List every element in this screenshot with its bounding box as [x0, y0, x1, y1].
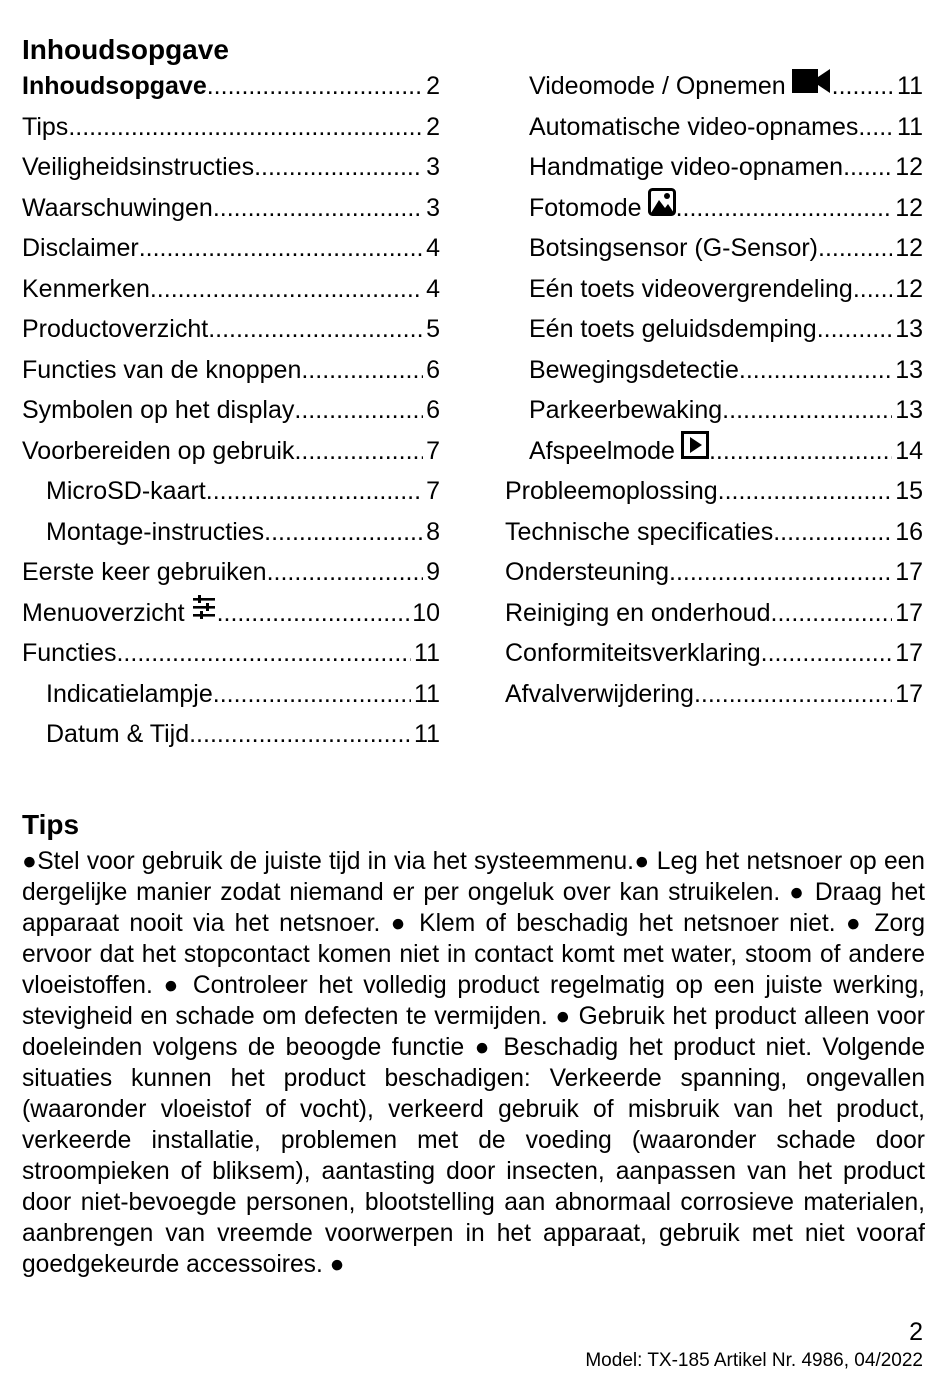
- toc-entry[interactable]: [505, 188, 923, 229]
- toc-entry[interactable]: [505, 107, 923, 148]
- photo-icon: [648, 188, 676, 228]
- dot-leader: [771, 593, 893, 633]
- toc-entry-page: 16: [895, 517, 923, 546]
- toc-entry-page: 12: [895, 193, 923, 222]
- toc-entry-label: Functies van de knoppen: [22, 355, 302, 384]
- toc-entry-page: 12: [895, 234, 923, 262]
- toc-entry[interactable]: [505, 431, 923, 472]
- toc-entry-label: Indicatielampje: [46, 679, 213, 708]
- dot-leader: [206, 471, 423, 511]
- dot-leader: [217, 593, 410, 633]
- toc-entry-page: 12: [895, 153, 923, 181]
- dot-leader: [773, 512, 892, 552]
- toc-entry[interactable]: [505, 390, 923, 431]
- toc-entry-page: 11: [414, 639, 440, 667]
- page-number: 2: [909, 1318, 923, 1346]
- toc-entry-page: 11: [897, 72, 923, 100]
- toc-entry-page: 15: [895, 477, 923, 505]
- toc-entry[interactable]: [505, 309, 923, 350]
- toc-entry-page: 6: [426, 355, 440, 384]
- toc-entry-page: 8: [426, 517, 440, 546]
- toc-entry-label: Productoverzicht: [22, 315, 209, 343]
- toc-entry[interactable]: [22, 309, 440, 350]
- dot-leader: [254, 147, 423, 187]
- menu-icon: [191, 593, 217, 633]
- toc-entry[interactable]: [505, 471, 923, 512]
- toc-entry[interactable]: [22, 107, 440, 148]
- dot-leader: [718, 471, 893, 511]
- toc-entry-page: 7: [426, 477, 440, 505]
- toc-entry-label: Eerste keer gebruiken: [22, 558, 267, 586]
- toc-entry[interactable]: [505, 633, 923, 674]
- toc-entry-label: Veiligheidsinstructies: [22, 153, 255, 181]
- toc-entry[interactable]: [22, 390, 440, 431]
- toc-entry-label: Reiniging en onderhoud: [505, 598, 771, 627]
- toc-entry-label: Videomode / Opnemen: [529, 72, 786, 100]
- toc-entry[interactable]: [505, 147, 923, 188]
- toc-entry-page: 2: [426, 72, 440, 100]
- dot-leader: [264, 512, 423, 552]
- toc-entry-page: 3: [426, 153, 440, 181]
- toc-entry-label: Tips: [22, 112, 69, 141]
- tips-body: ●Stel voor gebruik de juiste tijd in via het systeemmenu.● Leg het netsnoer op een dergelijke manier zodat niemand er per ongeluk over kan struikelen. ● Draag het apparaat nooit via het netsnoer. ● Klem of beschadig het netsnoer niet. ● Zorg ervoor dat het stopcontact komen niet in contact komt met water, stoom of andere vloeistoffen. ● Controleer het volledig product regelmatig op een juiste werking, stevigheid en schade om defecten te vermijden. ● Gebruik het product alleen voor doeleinden volgens de beoogde functie ● Beschadig het product niet. Volgende situaties kunnen het product beschadigen: Verkeerde spanning, ongevallen (waaronder vloeistof of vocht), verkeerd gebruik of misbruik van het product, verkeerde installatie, problemen met de voeding (waaronder schade door stroompieken of bliksem), aantasting door insecten, aanpassen van het product door niet-bevoegde personen, blootstelling aan abnormaal corrosieve materialen, aanbrengen van vreemde voorwerpen in het apparaat, gebruik met niet vooraf goedgekeurde accessoires. ●: [22, 848, 925, 1278]
- toc-entry[interactable]: [505, 269, 923, 310]
- toc-entry[interactable]: [22, 512, 440, 553]
- dot-leader: [267, 552, 424, 592]
- toc-entry[interactable]: [22, 228, 440, 269]
- toc-entry-label: Handmatige video-opnamen: [529, 153, 844, 181]
- toc-entry-page: 7: [426, 436, 440, 465]
- toc-entry-label: Symbolen op het display: [22, 396, 295, 424]
- dot-leader: [208, 309, 423, 349]
- toc-entry-page: 2: [426, 112, 440, 141]
- toc-entry-page: 12: [895, 274, 923, 303]
- toc-entry-label: Parkeerbewaking: [529, 396, 723, 424]
- dot-leader: [301, 350, 423, 390]
- toc-entry[interactable]: [505, 593, 923, 634]
- toc-entry[interactable]: [22, 431, 440, 472]
- toc-entry-label: Bewegingsdetectie: [529, 355, 739, 384]
- dot-leader: [68, 107, 423, 147]
- dot-leader: [832, 66, 894, 106]
- toc-entry[interactable]: [22, 350, 440, 391]
- toc-entry[interactable]: [22, 593, 440, 634]
- dot-leader: [722, 390, 892, 430]
- toc-entry[interactable]: [505, 674, 923, 715]
- dot-leader: [853, 269, 892, 309]
- toc-entry[interactable]: [22, 633, 440, 674]
- toc-entry-page: 13: [895, 315, 923, 343]
- dot-leader: [739, 350, 892, 390]
- toc-entry-page: 5: [426, 315, 440, 343]
- toc-entry[interactable]: [505, 552, 923, 593]
- toc-entry-label: Datum & Tijd: [46, 720, 190, 748]
- dot-leader: [818, 228, 892, 268]
- toc-entry[interactable]: [22, 471, 440, 512]
- toc-entry-label: Montage-instructies: [46, 517, 265, 546]
- toc-entry[interactable]: [505, 228, 923, 269]
- video-camera-icon: [792, 66, 832, 106]
- toc-entry-page: 4: [426, 234, 440, 262]
- dot-leader: [116, 633, 411, 673]
- toc-entry[interactable]: [22, 147, 440, 188]
- toc-entry-page: 3: [426, 193, 440, 222]
- toc-entry[interactable]: [22, 714, 440, 755]
- toc-entry[interactable]: [505, 512, 923, 553]
- toc-entry-page: 13: [895, 396, 923, 424]
- toc-entry[interactable]: [505, 66, 923, 107]
- toc-entry[interactable]: [505, 350, 923, 391]
- toc-entry-page: 6: [426, 396, 440, 424]
- dot-leader: [843, 147, 892, 187]
- toc-entry-label: Inhoudsopgave: [22, 72, 207, 100]
- toc-entry-label: Technische specificaties: [505, 517, 774, 546]
- dot-leader: [817, 309, 892, 349]
- dot-leader: [761, 633, 893, 673]
- dot-leader: [294, 390, 423, 430]
- dot-leader: [207, 66, 423, 106]
- toc-entry-label: Fotomode: [529, 193, 642, 222]
- toc-entry-page: 11: [897, 112, 923, 141]
- toc-entry-label: Waarschuwingen: [22, 193, 213, 222]
- tips-heading: Tips: [22, 809, 80, 840]
- toc-entry-page: 10: [412, 598, 440, 627]
- dot-leader: [676, 188, 893, 228]
- toc-entry-page: 11: [414, 679, 440, 708]
- toc-entry-label: Disclaimer: [22, 234, 139, 262]
- toc-entry-page: 17: [895, 679, 923, 708]
- toc-entry-page: 11: [414, 720, 440, 748]
- toc-heading: Inhoudsopgave: [22, 34, 229, 65]
- toc-entry-page: 13: [895, 355, 923, 384]
- toc-entry-label: Functies: [22, 639, 117, 667]
- toc-entry[interactable]: [22, 674, 440, 715]
- play-icon: [681, 431, 709, 471]
- toc-entry-label: MicroSD-kaart: [46, 477, 206, 505]
- toc-entry[interactable]: [22, 188, 440, 229]
- toc-entry[interactable]: [22, 269, 440, 310]
- footer-model: Model: TX-185 Artikel Nr. 4986, 04/2022: [585, 1350, 923, 1371]
- dot-leader: [709, 431, 892, 471]
- toc-entry-label: Ondersteuning: [505, 558, 670, 586]
- dot-leader: [858, 107, 894, 147]
- toc-entry-page: 14: [895, 436, 923, 465]
- toc-entry-label: Eén toets geluidsdemping: [529, 315, 817, 343]
- dot-leader: [150, 269, 423, 309]
- toc-entry-label: Botsingsensor (G-Sensor): [529, 234, 819, 262]
- toc-entry-page: 4: [426, 274, 440, 303]
- dot-leader: [294, 431, 423, 471]
- toc-entry-label: Eén toets videovergrendeling: [529, 274, 853, 303]
- toc-entry-label: Kenmerken: [22, 274, 150, 303]
- toc-entry-label: Afspeelmode: [529, 436, 675, 465]
- dot-leader: [139, 228, 423, 268]
- toc-entry-page: 17: [895, 639, 923, 667]
- dot-leader: [669, 552, 892, 592]
- dot-leader: [694, 674, 892, 714]
- toc-entry[interactable]: [22, 552, 440, 593]
- toc-entry-label: Voorbereiden op gebruik: [22, 436, 295, 465]
- toc-left-column: [22, 66, 440, 755]
- toc-right-column: [505, 66, 923, 714]
- dot-leader: [213, 188, 423, 228]
- toc-entry-label: Afvalverwijdering: [505, 679, 694, 708]
- toc-entry[interactable]: [22, 66, 440, 107]
- dot-leader: [213, 674, 411, 714]
- toc-entry-label: Conformiteitsverklaring: [505, 639, 761, 667]
- dot-leader: [189, 714, 411, 754]
- toc-entry-page: 17: [895, 558, 923, 586]
- toc-entry-page: 9: [426, 558, 440, 586]
- toc-entry-label: Menuoverzicht: [22, 598, 185, 627]
- toc-entry-label: Automatische video-opnames: [529, 112, 859, 141]
- toc-entry-page: 17: [895, 598, 923, 627]
- toc-entry-label: Probleemoplossing: [505, 477, 718, 505]
